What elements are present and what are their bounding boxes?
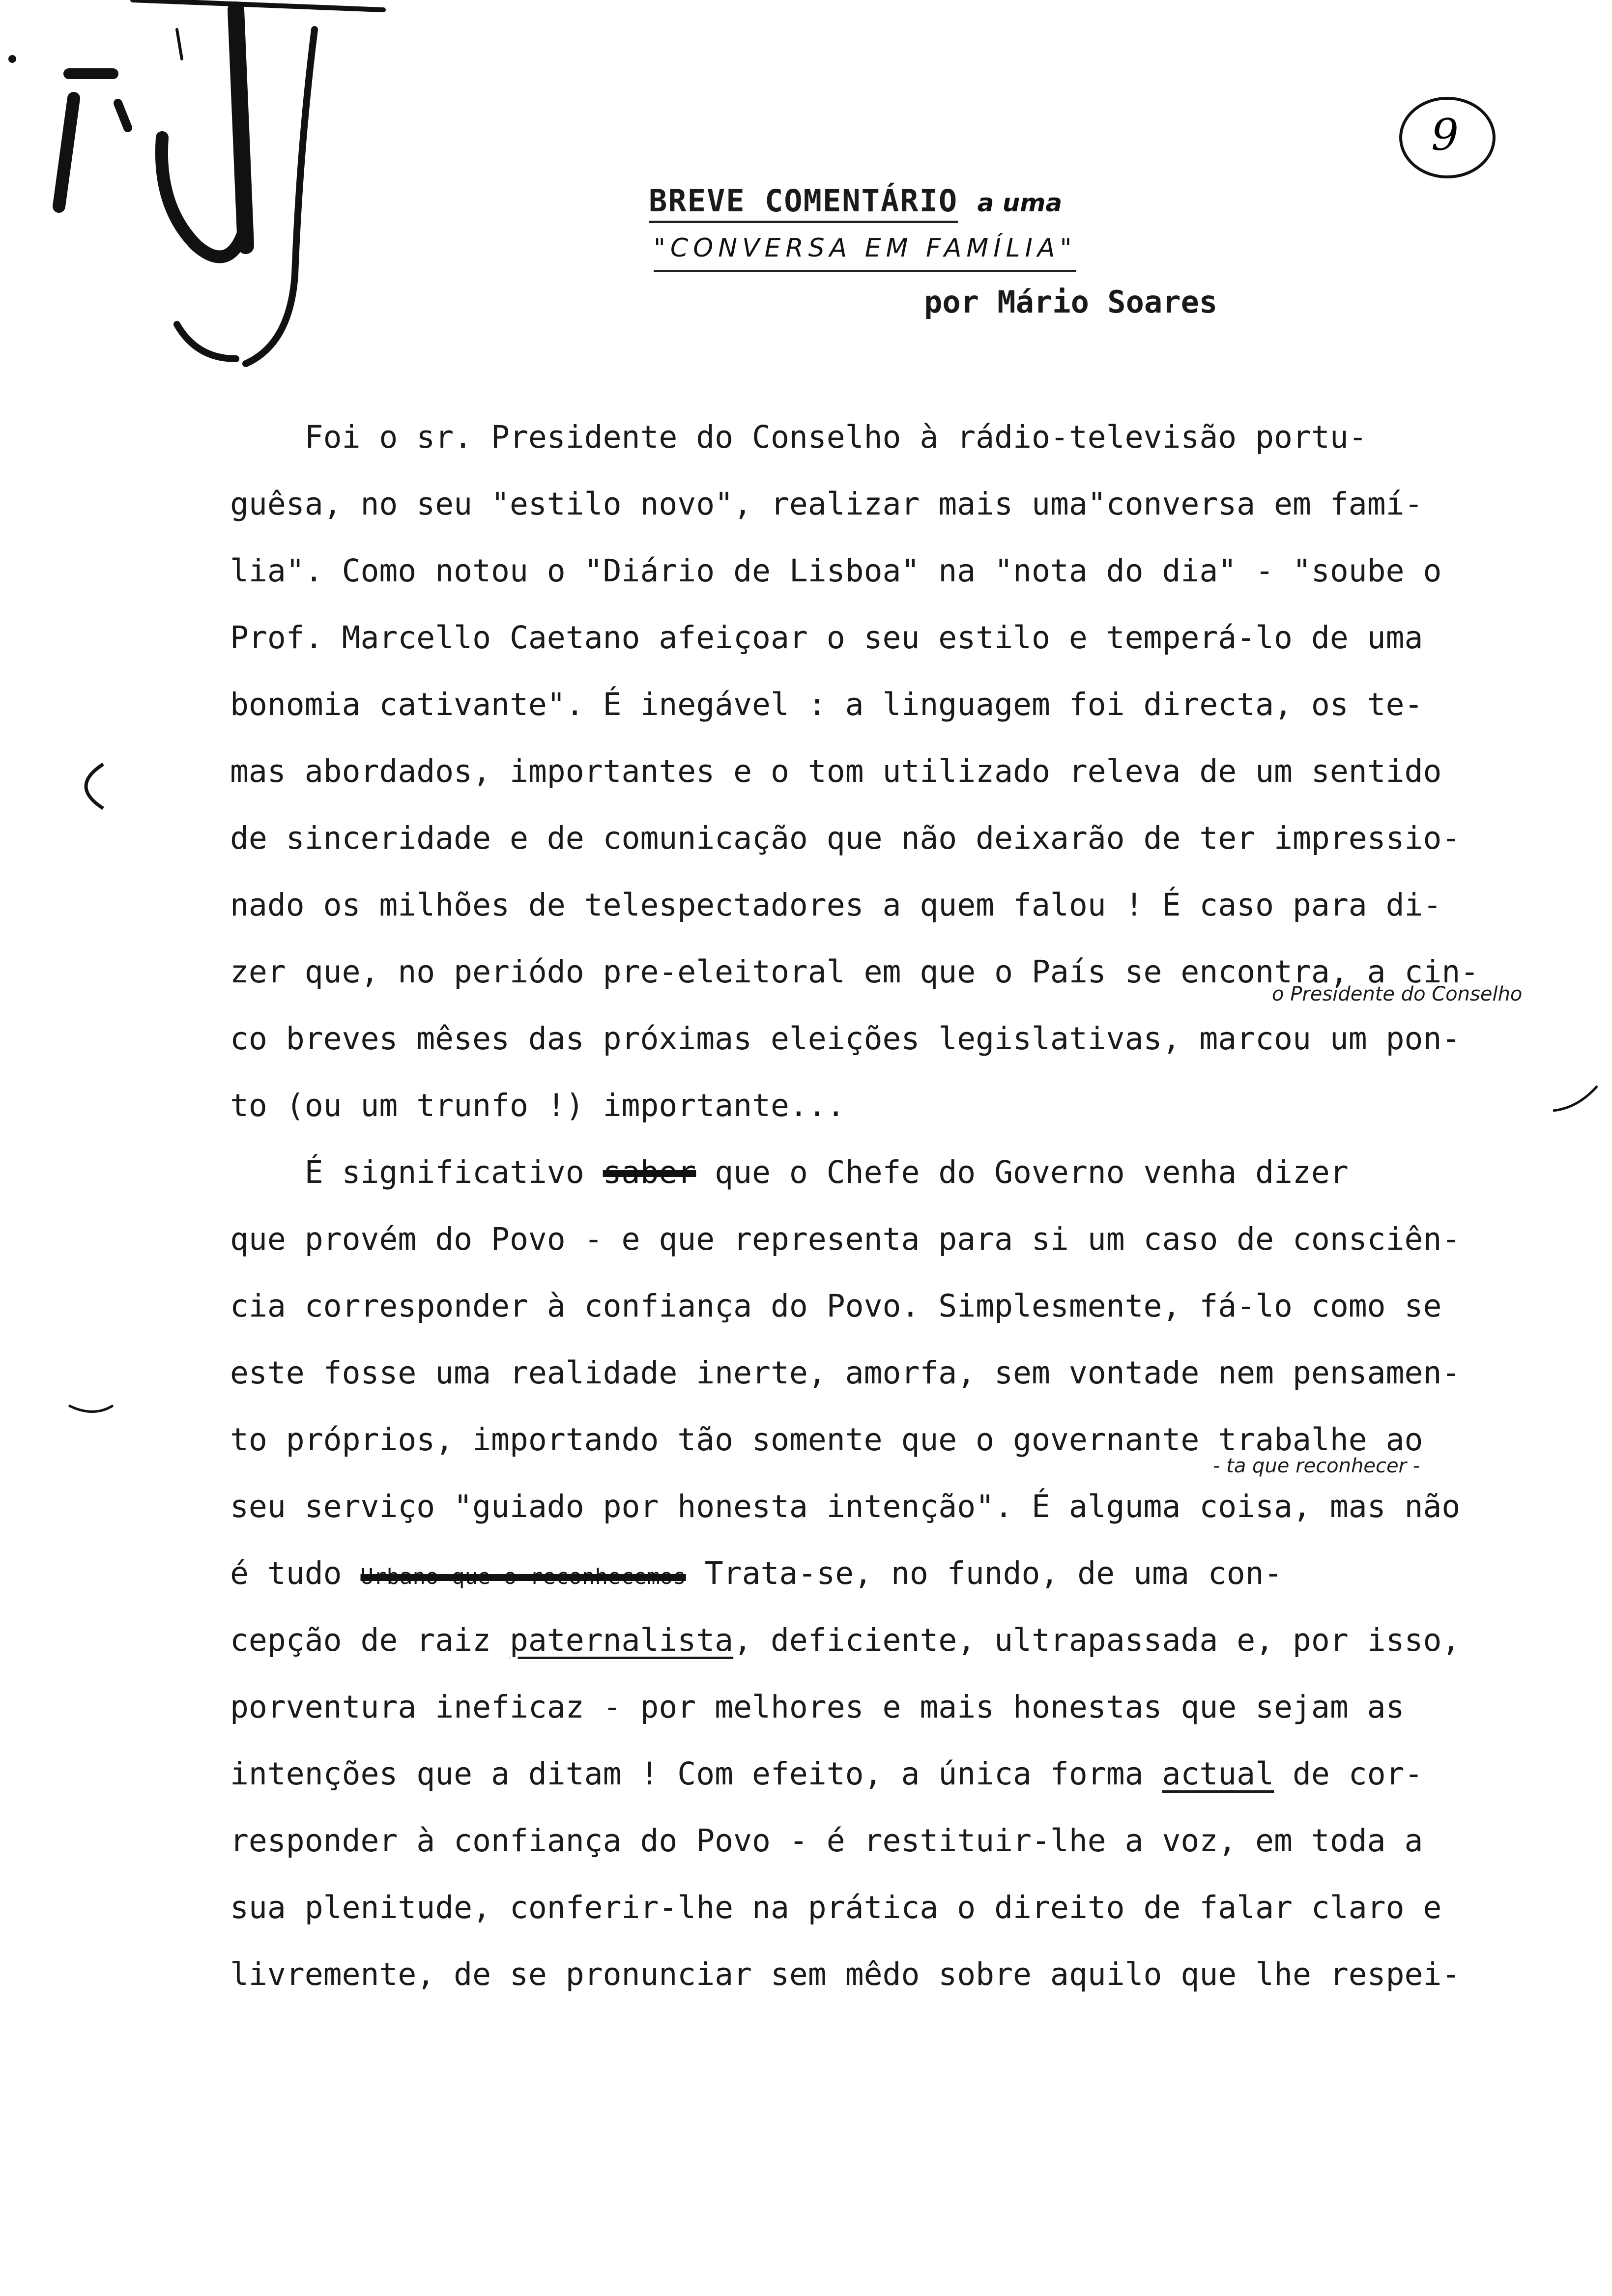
body-line: bonomia cativante". É inegável : a linguagem foi directa, os te-: [230, 687, 1423, 722]
body-line-text: seu serviço "guiado por honesta intenção". É alguma coisa,: [230, 1489, 1311, 1524]
body-line: [230, 1487, 1460, 1526]
struck-text: saber: [603, 1154, 696, 1190]
margin-check-mark: [1548, 1081, 1607, 1120]
body-line: cia corresponder à confiança do Povo. Simplesmente, fá-lo como se: [230, 1288, 1442, 1324]
body-line: responder à confiança do Povo - é restituir-lhe a voz, em toda a: [230, 1823, 1423, 1859]
body-line: porventura ineficaz - por melhores e mais honestas que sejam as: [230, 1689, 1405, 1725]
body-line: Foi o sr. Presidente do Conselho à rádio-televisão portu-: [230, 419, 1367, 455]
body-line-text: É significativo: [230, 1154, 584, 1190]
body-line: [230, 1554, 1283, 1593]
body-line: lia". Como notou o "Diário de Lisboa" na "nota do dia" - "soube o: [230, 553, 1442, 589]
document-author: por Mário Soares: [924, 284, 1218, 320]
document-subtitle: "CONVERSA EM FAMÍLIA": [654, 233, 1076, 272]
body-line: guêsa, no seu "estilo novo", realizar mais uma"conversa em famí-: [230, 486, 1423, 522]
body-line: mas abordados, importantes e o tom utilizado releva de um sentido: [230, 753, 1442, 789]
body-line: nado os milhões de telespectadores a quem falou ! É caso para di-: [230, 887, 1442, 923]
margin-dash-mark: [64, 1396, 123, 1425]
body-line-tail: , deficiente, ultrapassada e, por isso,: [733, 1622, 1461, 1658]
body-line: que provém do Povo - e que representa para si um caso de consciên-: [230, 1221, 1461, 1257]
body-line-text: intenções que a ditam ! Com efeito, a única forma: [230, 1756, 1144, 1792]
body-line-text: sua plenitude, conferir-lhe: [230, 1890, 734, 1925]
handwritten-corner-mark: [0, 0, 393, 393]
body-line-tail: Trata-se, no fundo, de uma con-: [686, 1555, 1283, 1591]
body-line: [230, 1621, 1460, 1660]
underlined-text: paternalista: [509, 1622, 734, 1658]
title-handwritten-addition: a uma: [977, 189, 1063, 217]
body-line-tail: do tão somente que o governante trabalhe ao: [621, 1422, 1423, 1458]
body-line: de sinceridade e de comunicação que não deixarão de ter impressio-: [230, 820, 1461, 856]
page-number: 9: [1431, 110, 1459, 160]
body-line: to (ou um trunfo !) importante...: [230, 1088, 845, 1123]
body-line: [230, 1888, 1441, 1927]
body-line: [230, 1754, 1423, 1794]
body-line: [230, 1153, 1349, 1192]
body-line: este fosse uma realidade inerte, amorfa, sem vontade nem pensamen-: [230, 1355, 1461, 1391]
margin-bracket-mark: [59, 757, 118, 816]
body-line-tail: que o Chefe do Governo venha dizer: [696, 1154, 1349, 1190]
body-line: [230, 1019, 1460, 1059]
body-line: Prof. Marcello Caetano afeiçoar o seu estilo e temperá-lo de uma: [230, 620, 1423, 656]
body-line-tail: mas não: [1311, 1489, 1461, 1524]
handwritten-insertion: o Presidente do Conselho: [1272, 983, 1523, 1005]
body-line-text: to próprios, importan: [230, 1422, 622, 1458]
body-line: [230, 1420, 1423, 1460]
struck-text: Urbano que o reconhecemos: [360, 1564, 686, 1589]
title-typed: BREVE COMENTÁRIO: [649, 183, 958, 223]
body-line-text: co breves mêses das próximas eleições legislativas,: [230, 1021, 1181, 1057]
body-line: zer que, no periódo pre-eleitoral em que o País se encontra, a cin-: [230, 954, 1479, 990]
handwritten-insertion: - ta que reconhecer -: [1213, 1455, 1420, 1477]
body-line-tail: na prática o direito de falar claro e: [733, 1890, 1442, 1925]
body-line-tail: marcou um pon-: [1199, 1021, 1461, 1057]
underlined-text: actual: [1162, 1756, 1274, 1792]
body-line-text: é tudo: [230, 1555, 342, 1591]
body-line-tail: de cor-: [1274, 1756, 1423, 1792]
document-title: [649, 183, 1062, 219]
body-line: livremente, de se pronunciar sem mêdo sobre aquilo que lhe respei-: [230, 1956, 1461, 1992]
body-line-text: cepção de raiz: [230, 1622, 491, 1658]
